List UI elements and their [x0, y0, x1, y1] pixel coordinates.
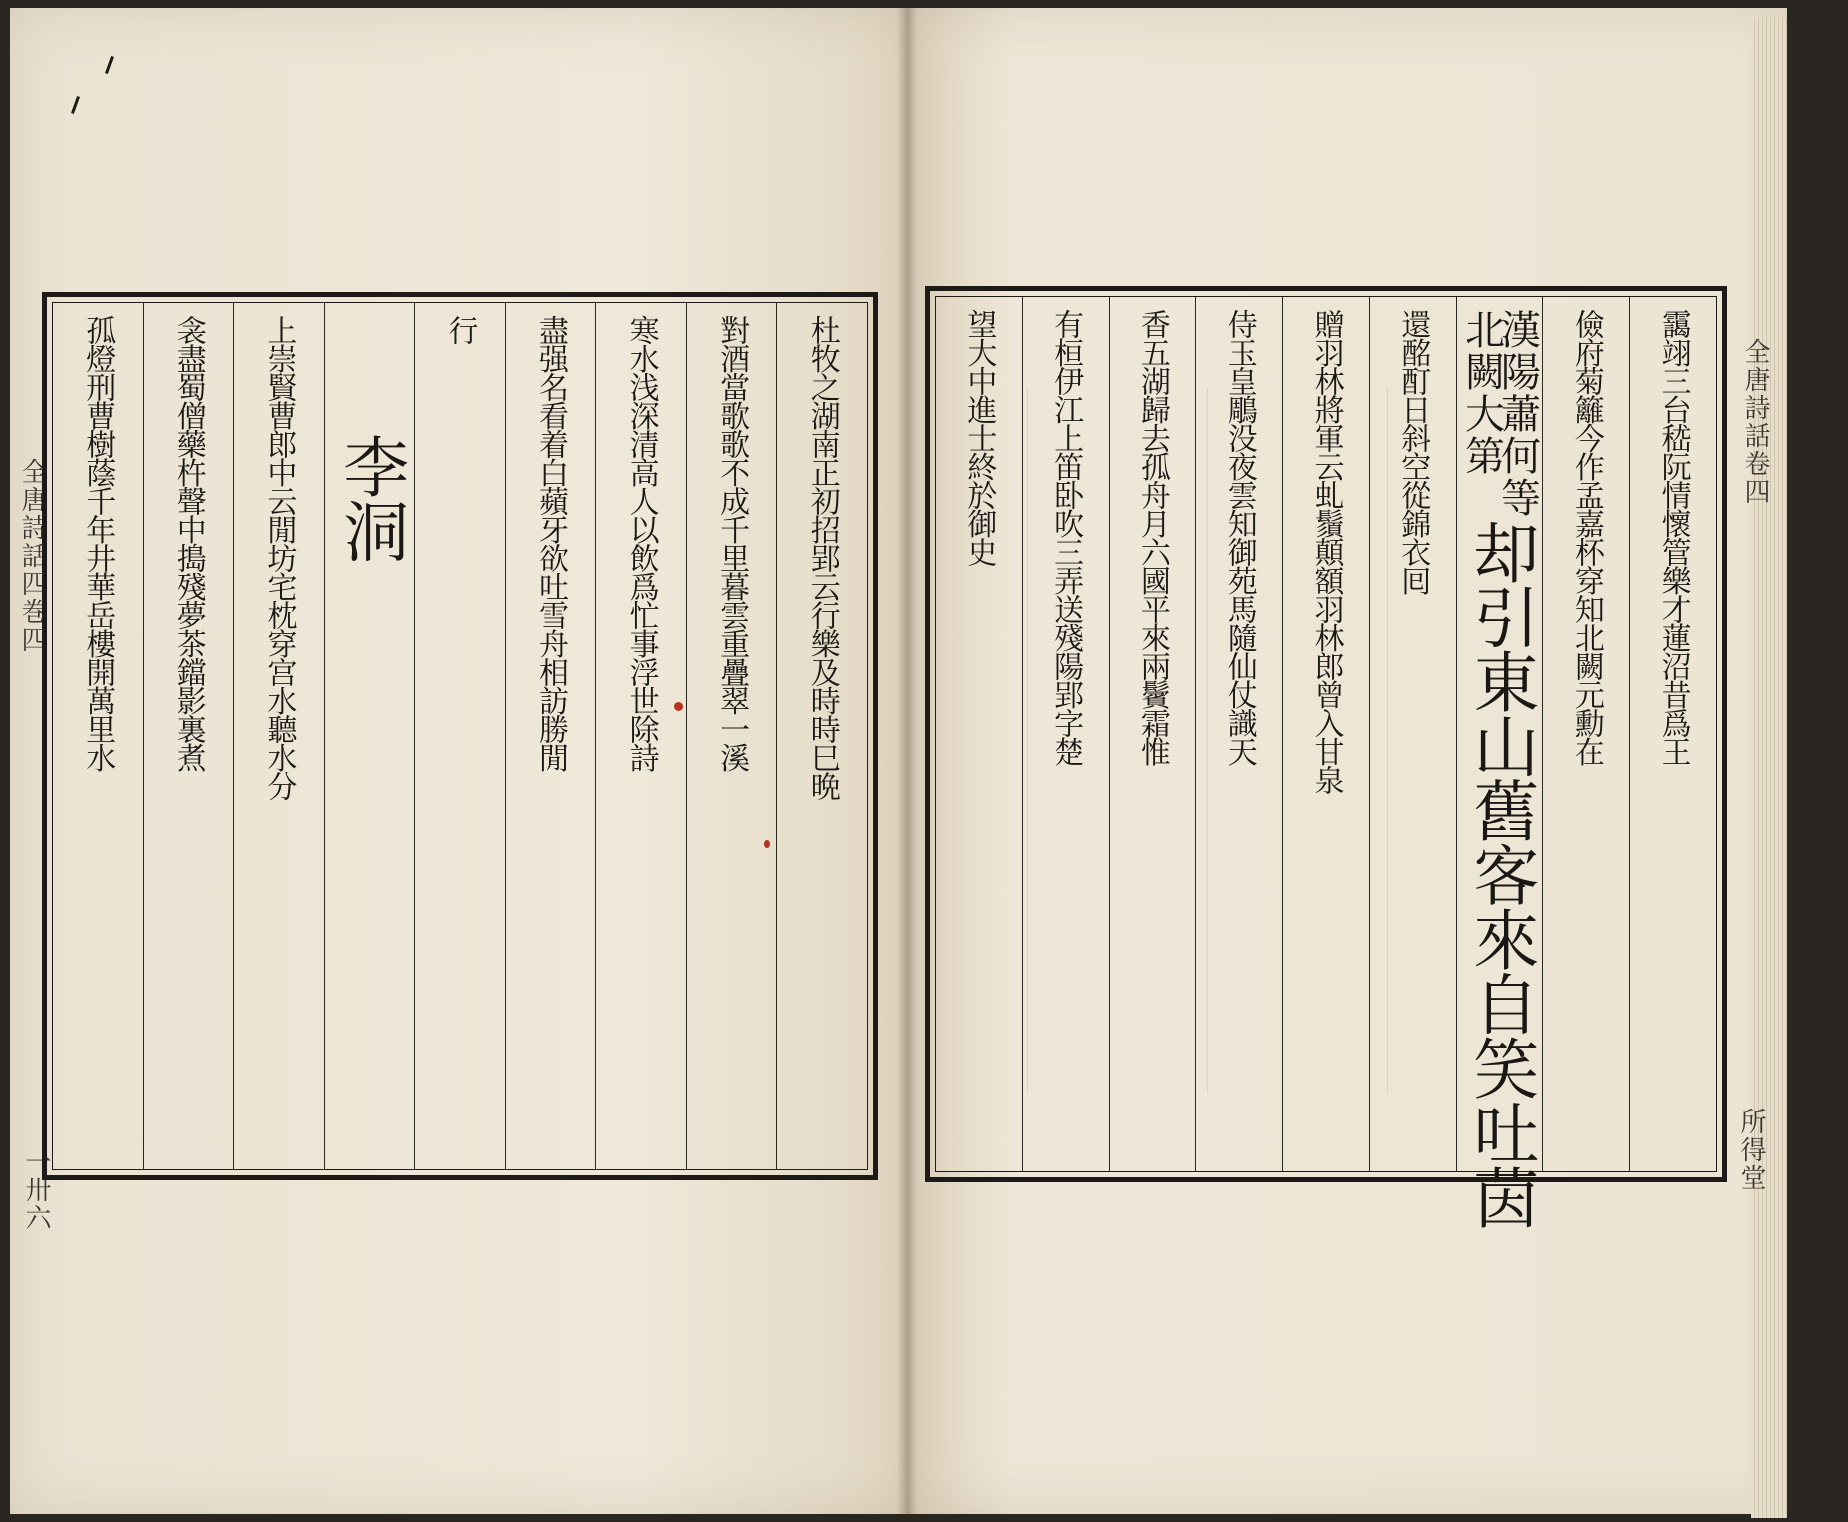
ink-mark: [71, 96, 80, 114]
right-text-frame: [925, 286, 1727, 1229]
left-page: [10, 8, 907, 1514]
text-column: 盡强名看着白蘋牙欲吐雪舟相訪勝閒: [505, 303, 596, 1169]
text-column: 還酩酊日斜空從錦衣囘: [1369, 297, 1456, 1171]
text-column: 漢陽蕭何等 北闕大第 却引東山舊客來自笑吐茵: [1456, 297, 1543, 1171]
text-column: 靄翊三台嵇阮情懷管樂才蓮沼昔爲王: [1629, 297, 1716, 1171]
text-column: 孤燈刑曹樹蔭千年井華岳樓開萬里水: [80, 315, 116, 771]
text-column: 衾盡蜀僧藥杵聲中搗殘夢茶鐺影裏煮: [143, 303, 234, 1169]
text-column: 侍玉皇鵰没夜雲知御苑馬隨仙仗識天: [1195, 297, 1282, 1171]
left-text-frame: [42, 292, 878, 1180]
text-column: 贈羽林將軍云虬鬚顛額羽林郎曾入甘泉: [1282, 297, 1369, 1171]
left-side-label: 全唐詩話四巻四: [17, 458, 47, 654]
right-side-label-bottom: 所得堂: [1736, 1108, 1766, 1192]
red-ink-mark: [674, 702, 683, 711]
text-column: 儉府菊籬今作孟嘉杯穿知北闕元勳在: [1542, 297, 1629, 1171]
text-column: 上崇賢曹郎中云閒坊宅枕穿宫水聽水分: [233, 303, 324, 1169]
text-column: 李洞: [324, 303, 415, 1169]
left-side-label-bottom: 一卅六: [21, 1148, 51, 1232]
red-ink-mark: [764, 840, 770, 848]
right-side-label: 全唐詩話卷四: [1740, 338, 1770, 506]
text-column: 寒水浅深清高人以飲爲忙事浮世除詩: [595, 303, 686, 1169]
annotation-left: 北闕大第: [1458, 309, 1505, 477]
annotation-right: 漢陽蕭何等: [1494, 309, 1541, 519]
text-column: 行: [414, 303, 505, 1169]
text-column: 對酒當歌歌不成千里暮雲重疊翠一溪: [686, 303, 777, 1169]
text-column: 杜牧之湖南正初招郢云行樂及時時巳晩: [776, 303, 867, 1169]
ink-mark: [105, 56, 114, 74]
page-edges: [1751, 18, 1787, 1518]
text-column: 有桓伊江上笛卧吹三弄送殘陽郢字楚: [1022, 297, 1109, 1171]
text-column: 香五湖歸去孤舟月六國平來兩鬢霜惟: [1109, 297, 1196, 1171]
book-gutter: [897, 8, 917, 1514]
text-column: 望大中進士終於御史: [961, 309, 997, 566]
right-page: [907, 8, 1787, 1514]
